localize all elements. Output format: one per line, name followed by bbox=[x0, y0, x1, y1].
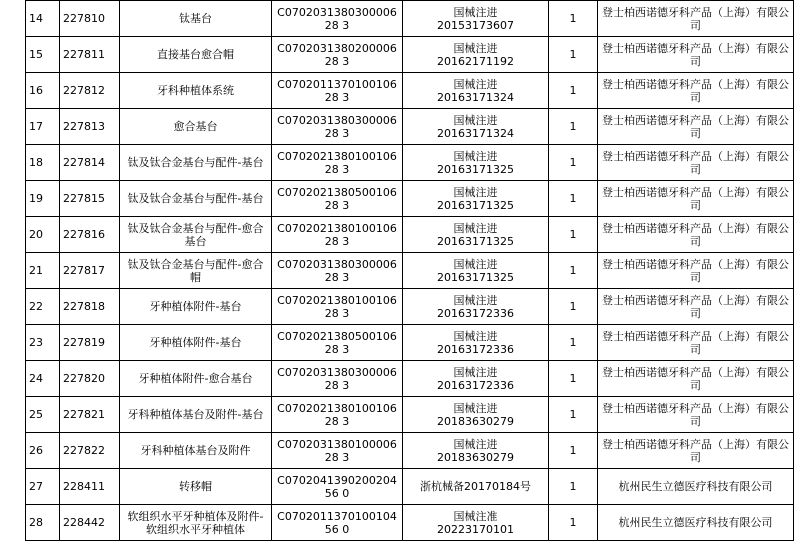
table-row bbox=[26, 109, 794, 145]
classification-code-cell: C070203138030000628 3 bbox=[272, 253, 403, 289]
product-code-cell: 227816 bbox=[60, 217, 120, 253]
quantity-cell: 1 bbox=[549, 181, 598, 217]
table-row bbox=[26, 145, 794, 181]
product-name-cell: 牙种植体附件-愈合基台 bbox=[120, 361, 272, 397]
registration-cell bbox=[403, 217, 549, 253]
classification-code-cell: C070202138010010628 3 bbox=[272, 289, 403, 325]
classification-code-cell: C070203138030000628 3 bbox=[272, 109, 403, 145]
registration-cell bbox=[403, 433, 549, 469]
registration-line: 20223170101 bbox=[437, 522, 514, 536]
manufacturer-cell: 登士柏西诺德牙科产品（上海）有限公司 bbox=[598, 361, 794, 397]
product-code-cell: 227812 bbox=[60, 73, 120, 109]
registration-line: 国械注进 bbox=[453, 401, 498, 415]
registration-cell bbox=[403, 73, 549, 109]
registration-line: 国械注进 bbox=[453, 185, 498, 199]
registration-line: 国械注准 bbox=[453, 509, 498, 523]
table-row bbox=[26, 217, 794, 253]
row-number-cell: 17 bbox=[26, 109, 60, 145]
registration-line: 国械注进 bbox=[453, 5, 498, 19]
row-number-cell: 26 bbox=[26, 433, 60, 469]
classification-code-cell: C070203138030000628 3 bbox=[272, 1, 403, 37]
product-name-cell: 愈合基台 bbox=[120, 109, 272, 145]
product-code-cell: 227822 bbox=[60, 433, 120, 469]
quantity-cell: 1 bbox=[549, 109, 598, 145]
registration-cell bbox=[403, 1, 549, 37]
registration-line: 国械注进 bbox=[453, 257, 498, 271]
manufacturer-cell: 登士柏西诺德牙科产品（上海）有限公司 bbox=[598, 145, 794, 181]
manufacturer-cell: 登士柏西诺德牙科产品（上海）有限公司 bbox=[598, 217, 794, 253]
table-row bbox=[26, 73, 794, 109]
registration-line: 20163171324 bbox=[437, 126, 514, 140]
classification-code-cell: C070202138010010628 3 bbox=[272, 397, 403, 433]
row-number-cell: 21 bbox=[26, 253, 60, 289]
quantity-cell: 1 bbox=[549, 73, 598, 109]
product-code-cell: 227817 bbox=[60, 253, 120, 289]
quantity-cell: 1 bbox=[549, 433, 598, 469]
registration-cell bbox=[403, 505, 549, 541]
product-code-cell: 228442 bbox=[60, 505, 120, 541]
manufacturer-cell: 杭州民生立德医疗科技有限公司 bbox=[598, 505, 794, 541]
quantity-cell: 1 bbox=[549, 37, 598, 73]
registration-cell bbox=[403, 397, 549, 433]
product-name-cell: 牙种植体附件-基台 bbox=[120, 289, 272, 325]
product-code-cell: 227818 bbox=[60, 289, 120, 325]
registration-cell bbox=[403, 181, 549, 217]
registration-line: 20153173607 bbox=[437, 18, 514, 32]
table-body bbox=[26, 1, 794, 541]
product-name-cell: 牙种植体附件-基台 bbox=[120, 325, 272, 361]
registration-cell bbox=[403, 469, 549, 505]
row-number-cell: 28 bbox=[26, 505, 60, 541]
registration-line: 国械注进 bbox=[453, 77, 498, 91]
quantity-cell: 1 bbox=[549, 145, 598, 181]
table-row bbox=[26, 181, 794, 217]
table-row bbox=[26, 325, 794, 361]
quantity-cell: 1 bbox=[549, 325, 598, 361]
product-code-cell: 227814 bbox=[60, 145, 120, 181]
registration-line: 浙杭械备20170184号 bbox=[420, 480, 531, 493]
registration-line: 国械注进 bbox=[453, 113, 498, 127]
manufacturer-cell: 登士柏西诺德牙科产品（上海）有限公司 bbox=[598, 325, 794, 361]
product-code-cell: 227810 bbox=[60, 1, 120, 37]
registration-line: 国械注进 bbox=[453, 293, 498, 307]
table-row bbox=[26, 253, 794, 289]
registration-line: 20163171325 bbox=[437, 162, 514, 176]
product-code-cell: 228411 bbox=[60, 469, 120, 505]
row-number-cell: 23 bbox=[26, 325, 60, 361]
registration-line: 20163172336 bbox=[437, 342, 514, 356]
quantity-cell: 1 bbox=[549, 397, 598, 433]
product-code-cell: 227820 bbox=[60, 361, 120, 397]
registration-cell bbox=[403, 325, 549, 361]
table-row bbox=[26, 397, 794, 433]
registration-cell bbox=[403, 289, 549, 325]
registration-line: 20183630279 bbox=[437, 414, 514, 428]
classification-code-cell: C070201137010010628 3 bbox=[272, 73, 403, 109]
quantity-cell: 1 bbox=[549, 253, 598, 289]
quantity-cell: 1 bbox=[549, 361, 598, 397]
table-row bbox=[26, 505, 794, 541]
product-name-cell: 钛及钛合金基台与配件-愈合帽 bbox=[120, 253, 272, 289]
product-name-cell: 钛及钛合金基台与配件-基台 bbox=[120, 145, 272, 181]
table-row bbox=[26, 289, 794, 325]
row-number-cell: 16 bbox=[26, 73, 60, 109]
registration-line: 国械注进 bbox=[453, 437, 498, 451]
product-name-cell: 钛及钛合金基台与配件-愈合基台 bbox=[120, 217, 272, 253]
manufacturer-cell: 登士柏西诺德牙科产品（上海）有限公司 bbox=[598, 289, 794, 325]
registration-line: 20163172336 bbox=[437, 378, 514, 392]
product-code-cell: 227815 bbox=[60, 181, 120, 217]
product-name-cell: 钛基台 bbox=[120, 1, 272, 37]
table-row bbox=[26, 361, 794, 397]
classification-code-cell: C070203138030000628 3 bbox=[272, 361, 403, 397]
product-code-cell: 227819 bbox=[60, 325, 120, 361]
quantity-cell: 1 bbox=[549, 1, 598, 37]
manufacturer-cell: 杭州民生立德医疗科技有限公司 bbox=[598, 469, 794, 505]
registration-line: 国械注进 bbox=[453, 221, 498, 235]
row-number-cell: 14 bbox=[26, 1, 60, 37]
registration-line: 20163171325 bbox=[437, 198, 514, 212]
registration-line: 20163172336 bbox=[437, 306, 514, 320]
product-name-cell: 直接基台愈合帽 bbox=[120, 37, 272, 73]
classification-code-cell: C070202138010010628 3 bbox=[272, 217, 403, 253]
registration-line: 国械注进 bbox=[453, 41, 498, 55]
registration-line: 20163171324 bbox=[437, 90, 514, 104]
product-name-cell: 钛及钛合金基台与配件-基台 bbox=[120, 181, 272, 217]
registration-cell bbox=[403, 37, 549, 73]
registration-cell bbox=[403, 361, 549, 397]
quantity-cell: 1 bbox=[549, 289, 598, 325]
manufacturer-cell: 登士柏西诺德牙科产品（上海）有限公司 bbox=[598, 253, 794, 289]
product-code-cell: 227813 bbox=[60, 109, 120, 145]
table-row bbox=[26, 433, 794, 469]
registration-line: 国械注进 bbox=[453, 365, 498, 379]
registration-line: 20163171325 bbox=[437, 270, 514, 284]
product-name-cell: 牙科种植体基台及附件 bbox=[120, 433, 272, 469]
classification-code-cell: C070201137010010456 0 bbox=[272, 505, 403, 541]
product-code-cell: 227821 bbox=[60, 397, 120, 433]
classification-code-cell: C070202138010010628 3 bbox=[272, 145, 403, 181]
product-table bbox=[25, 0, 794, 541]
table-row bbox=[26, 37, 794, 73]
registration-cell bbox=[403, 145, 549, 181]
classification-code-cell: C070203138010000628 3 bbox=[272, 433, 403, 469]
product-code-cell: 227811 bbox=[60, 37, 120, 73]
product-name-cell: 牙科种植体系统 bbox=[120, 73, 272, 109]
row-number-cell: 25 bbox=[26, 397, 60, 433]
registration-cell bbox=[403, 109, 549, 145]
manufacturer-cell: 登士柏西诺德牙科产品（上海）有限公司 bbox=[598, 1, 794, 37]
row-number-cell: 15 bbox=[26, 37, 60, 73]
classification-code-cell: C070204139020020456 0 bbox=[272, 469, 403, 505]
row-number-cell: 27 bbox=[26, 469, 60, 505]
registration-line: 国械注进 bbox=[453, 149, 498, 163]
row-number-cell: 18 bbox=[26, 145, 60, 181]
registration-line: 20163171325 bbox=[437, 234, 514, 248]
classification-code-cell: C070203138020000628 3 bbox=[272, 37, 403, 73]
registration-cell bbox=[403, 253, 549, 289]
manufacturer-cell: 登士柏西诺德牙科产品（上海）有限公司 bbox=[598, 433, 794, 469]
classification-code-cell: C070202138050010628 3 bbox=[272, 325, 403, 361]
product-name-cell: 软组织水平牙种植体及附件-软组织水平牙种植体 bbox=[120, 505, 272, 541]
manufacturer-cell: 登士柏西诺德牙科产品（上海）有限公司 bbox=[598, 109, 794, 145]
manufacturer-cell: 登士柏西诺德牙科产品（上海）有限公司 bbox=[598, 181, 794, 217]
manufacturer-cell: 登士柏西诺德牙科产品（上海）有限公司 bbox=[598, 73, 794, 109]
row-number-cell: 22 bbox=[26, 289, 60, 325]
quantity-cell: 1 bbox=[549, 469, 598, 505]
quantity-cell: 1 bbox=[549, 217, 598, 253]
registration-line: 国械注进 bbox=[453, 329, 498, 343]
manufacturer-cell: 登士柏西诺德牙科产品（上海）有限公司 bbox=[598, 37, 794, 73]
row-number-cell: 20 bbox=[26, 217, 60, 253]
product-name-cell: 转移帽 bbox=[120, 469, 272, 505]
classification-code-cell: C070202138050010628 3 bbox=[272, 181, 403, 217]
registration-line: 20162171192 bbox=[437, 54, 514, 68]
table-row bbox=[26, 469, 794, 505]
table-row bbox=[26, 1, 794, 37]
quantity-cell: 1 bbox=[549, 505, 598, 541]
registration-line: 20183630279 bbox=[437, 450, 514, 464]
product-name-cell: 牙科种植体基台及附件-基台 bbox=[120, 397, 272, 433]
manufacturer-cell: 登士柏西诺德牙科产品（上海）有限公司 bbox=[598, 397, 794, 433]
row-number-cell: 19 bbox=[26, 181, 60, 217]
row-number-cell: 24 bbox=[26, 361, 60, 397]
